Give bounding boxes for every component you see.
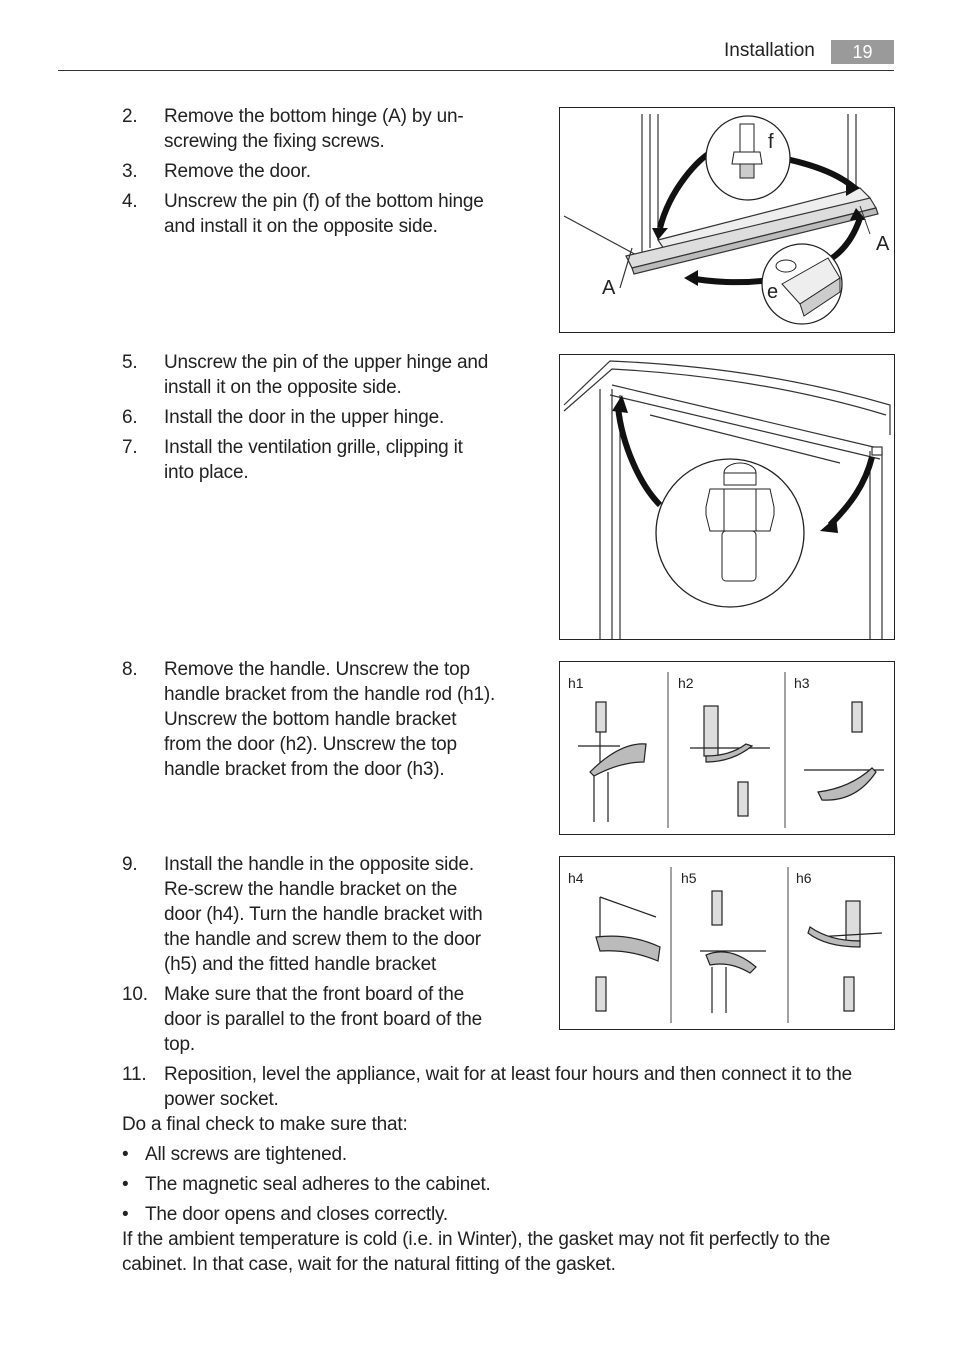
step-line: power socket. (164, 1089, 279, 1110)
step-number: 8. (122, 659, 138, 680)
step-line: Reposition, level the appliance, wait for at least four hours and then connect it to the (164, 1064, 852, 1085)
step-number: 10. (122, 984, 148, 1005)
bottom-hinge-illustration (560, 108, 894, 332)
step-line: door (h4). Turn the handle bracket with (164, 904, 483, 925)
panel-label-h6: h6 (796, 870, 812, 886)
step-8 (122, 657, 542, 782)
upper-hinge-illustration (560, 355, 894, 639)
step-line: Unscrew the bottom handle bracket (164, 709, 457, 730)
step-line: Make sure that the front board of the (164, 984, 464, 1005)
step-number: 9. (122, 854, 138, 875)
label-f: f (768, 131, 774, 153)
step-line: top. (164, 1034, 195, 1055)
final-check-intro: Do a final check to make sure that: (122, 1114, 408, 1135)
upper-hinge-figure (559, 354, 895, 640)
step-line: handle bracket from the handle rod (h1). (164, 684, 496, 705)
panel-label-h1: h1 (568, 675, 584, 691)
note-line: If the ambient temperature is cold (i.e. in Winter), the gasket may not fit perfectly to the (122, 1229, 831, 1250)
step-6 (122, 405, 542, 430)
handle-install-illustration (560, 857, 894, 1029)
step-number: 3. (122, 161, 138, 182)
step-line: Remove the handle. Unscrew the top (164, 659, 470, 680)
step-line: Unscrew the pin of the upper hinge and (164, 352, 489, 373)
step-line: handle bracket from the door (h3). (164, 759, 445, 780)
step-line: Install the ventilation grille, clipping it (164, 437, 463, 458)
step-line: and install it on the opposite side. (164, 216, 438, 237)
step-line: into place. (164, 462, 249, 483)
panel-label-h5: h5 (681, 870, 697, 886)
panel-label-h3: h3 (794, 675, 810, 691)
bullet-text: The magnetic seal adheres to the cabinet. (145, 1174, 491, 1195)
bullet-item (122, 1172, 902, 1197)
header-rule (58, 70, 894, 71)
label-a-right: A (876, 233, 890, 255)
step-10 (122, 982, 542, 1057)
label-a-left: A (602, 277, 616, 299)
note-line: cabinet. In that case, wait for the natural fitting of the gasket. (122, 1254, 616, 1275)
step-number: 5. (122, 352, 138, 373)
handle-removal-illustration (560, 662, 894, 834)
step-line: Install the door in the upper hinge. (164, 407, 445, 428)
step-2 (122, 104, 542, 154)
handle-removal-figure (559, 661, 895, 835)
section-title: Installation (724, 40, 815, 61)
step-7 (122, 435, 542, 485)
panel-label-h2: h2 (678, 675, 694, 691)
bullet-text: The door opens and closes correctly. (145, 1204, 448, 1225)
step-line: from the door (h2). Unscrew the top (164, 734, 457, 755)
step-3 (122, 159, 542, 184)
step-line: the handle and screw them to the door (164, 929, 481, 950)
step-line: screwing the fixing screws. (164, 131, 385, 152)
bullet-icon: • (122, 1204, 129, 1225)
step-number: 4. (122, 191, 138, 212)
step-number: 11. (122, 1064, 147, 1085)
step-9 (122, 852, 542, 977)
step-4 (122, 189, 542, 239)
bullet-item (122, 1202, 902, 1227)
step-5 (122, 350, 542, 400)
step-11 (122, 1062, 902, 1112)
label-e: e (767, 281, 779, 303)
bullet-icon: • (122, 1144, 129, 1165)
bullet-text: All screws are tightened. (145, 1144, 347, 1165)
step-line: Install the handle in the opposite side. (164, 854, 474, 875)
bullet-icon: • (122, 1174, 129, 1195)
bottom-hinge-figure (559, 107, 895, 333)
step-line: Re-screw the handle bracket on the (164, 879, 458, 900)
step-line: (h5) and the fitted handle bracket (164, 954, 437, 975)
panel-label-h4: h4 (568, 870, 584, 886)
step-line: install it on the opposite side. (164, 377, 402, 398)
step-line: Unscrew the pin (f) of the bottom hinge (164, 191, 484, 212)
bullet-item (122, 1142, 902, 1167)
page-number: 19 (831, 40, 894, 64)
step-line: door is parallel to the front board of the (164, 1009, 482, 1030)
step-number: 2. (122, 106, 138, 127)
handle-install-figure (559, 856, 895, 1030)
step-line: Remove the bottom hinge (A) by un- (164, 106, 464, 127)
step-line: Remove the door. (164, 161, 311, 182)
step-number: 7. (122, 437, 138, 458)
step-number: 6. (122, 407, 138, 428)
